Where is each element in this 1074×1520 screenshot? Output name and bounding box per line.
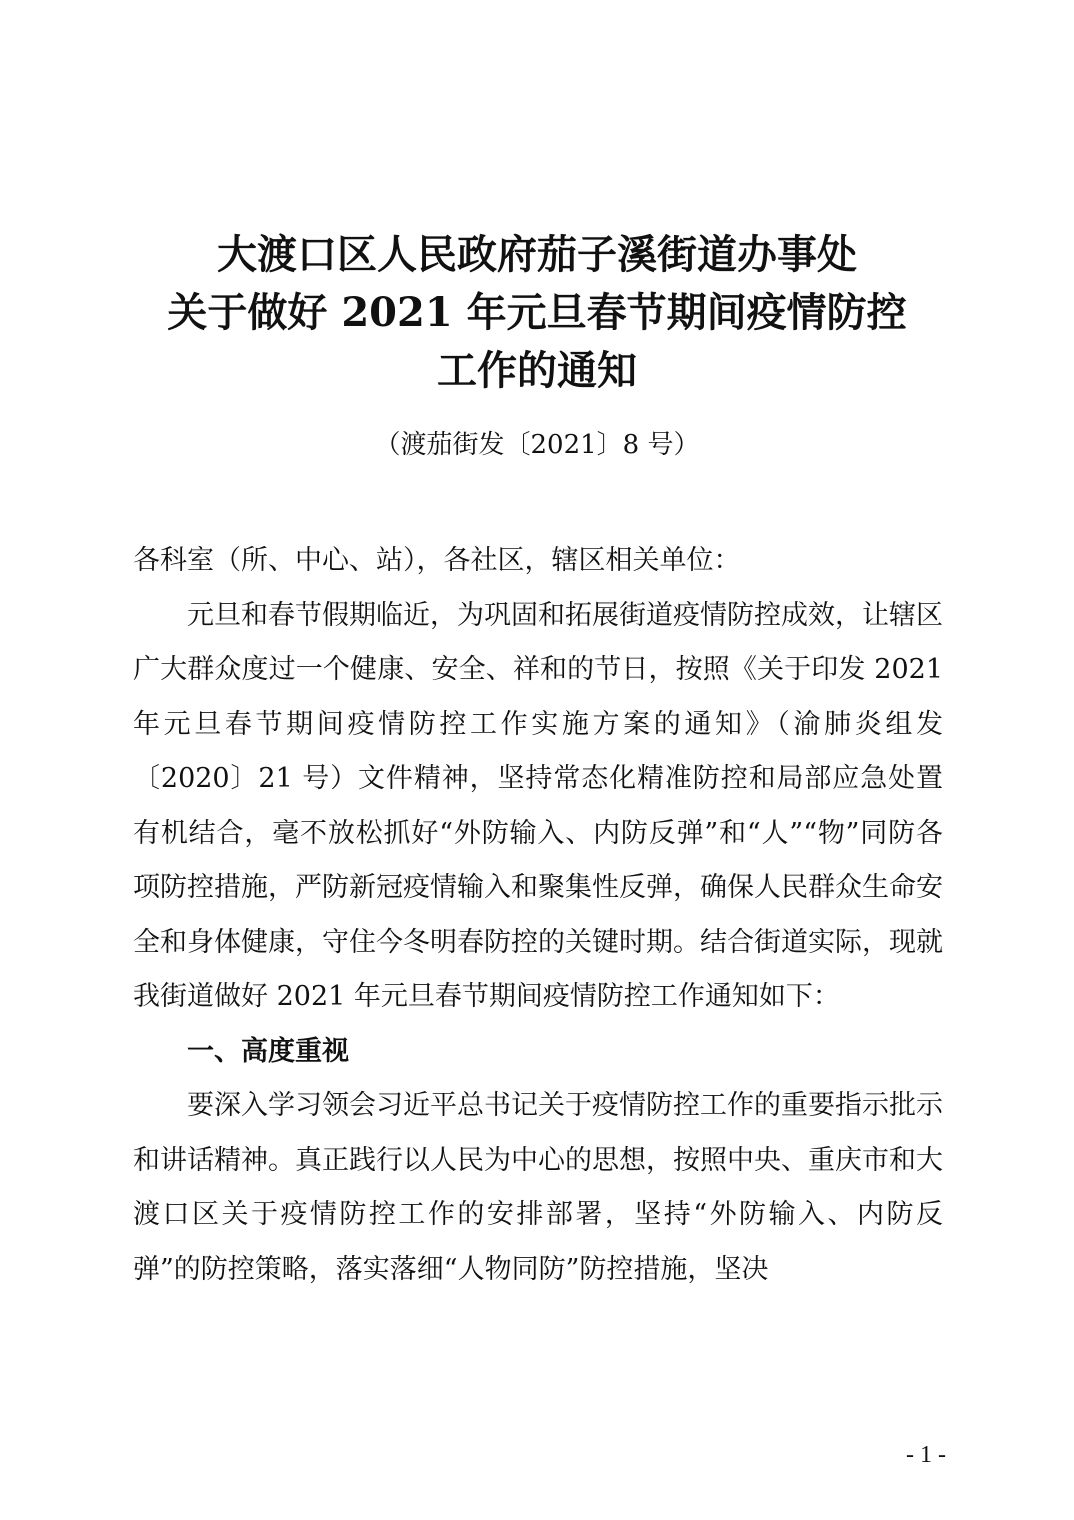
document-title xyxy=(0,226,1074,400)
title-line-1: 大渡口区人民政府茄子溪街道办事处 xyxy=(217,231,857,278)
document-body xyxy=(133,534,943,1297)
document-number: （渡茄街发〔2021〕8 号） xyxy=(374,430,700,460)
title-line-3: 工作的通知 xyxy=(437,347,637,394)
section-heading-1: 一、高度重视 xyxy=(187,1035,349,1067)
paragraph-intro: 元旦和春节假期临近，为巩固和拓展街道疫情防控成效，让辖区广大群众度过一个健康、安全、祥和的节日，按照《关于印发 2021 年元旦春节期间疫情防控工作实施方案的通知》（渝肺炎组发〔2020〕21 号）文件精神，坚持常态化精准防控和局部应急处置有机结合，毫不放松抓好“外防输入、内防反弹”和“人”“物”同防各项防控措施，严防新冠疫情输入和聚集性反弹，确保人民群众生命安全和身体健康，守住今冬明春防控的关键时期。结合街道实际，现就我街道做好 2021 年元旦春节期间疫情防控工作通知如下： xyxy=(133,599,943,1012)
paragraph-section-1: 要深入学习领会习近平总书记关于疫情防控工作的重要指示批示和讲话精神。真正践行以人民为中心的思想，按照中央、重庆市和大渡口区关于疫情防控工作的安排部署，坚持“外防输入、内防反弹”的防控策略，落实落细“人物同防”防控措施，坚决 xyxy=(133,1090,943,1285)
page-number: - 1 - xyxy=(906,1442,946,1468)
title-line-2: 关于做好 2021 年元旦春节期间疫情防控 xyxy=(167,289,907,336)
salutation: 各科室（所、中心、站），各社区，辖区相关单位： xyxy=(133,545,741,576)
